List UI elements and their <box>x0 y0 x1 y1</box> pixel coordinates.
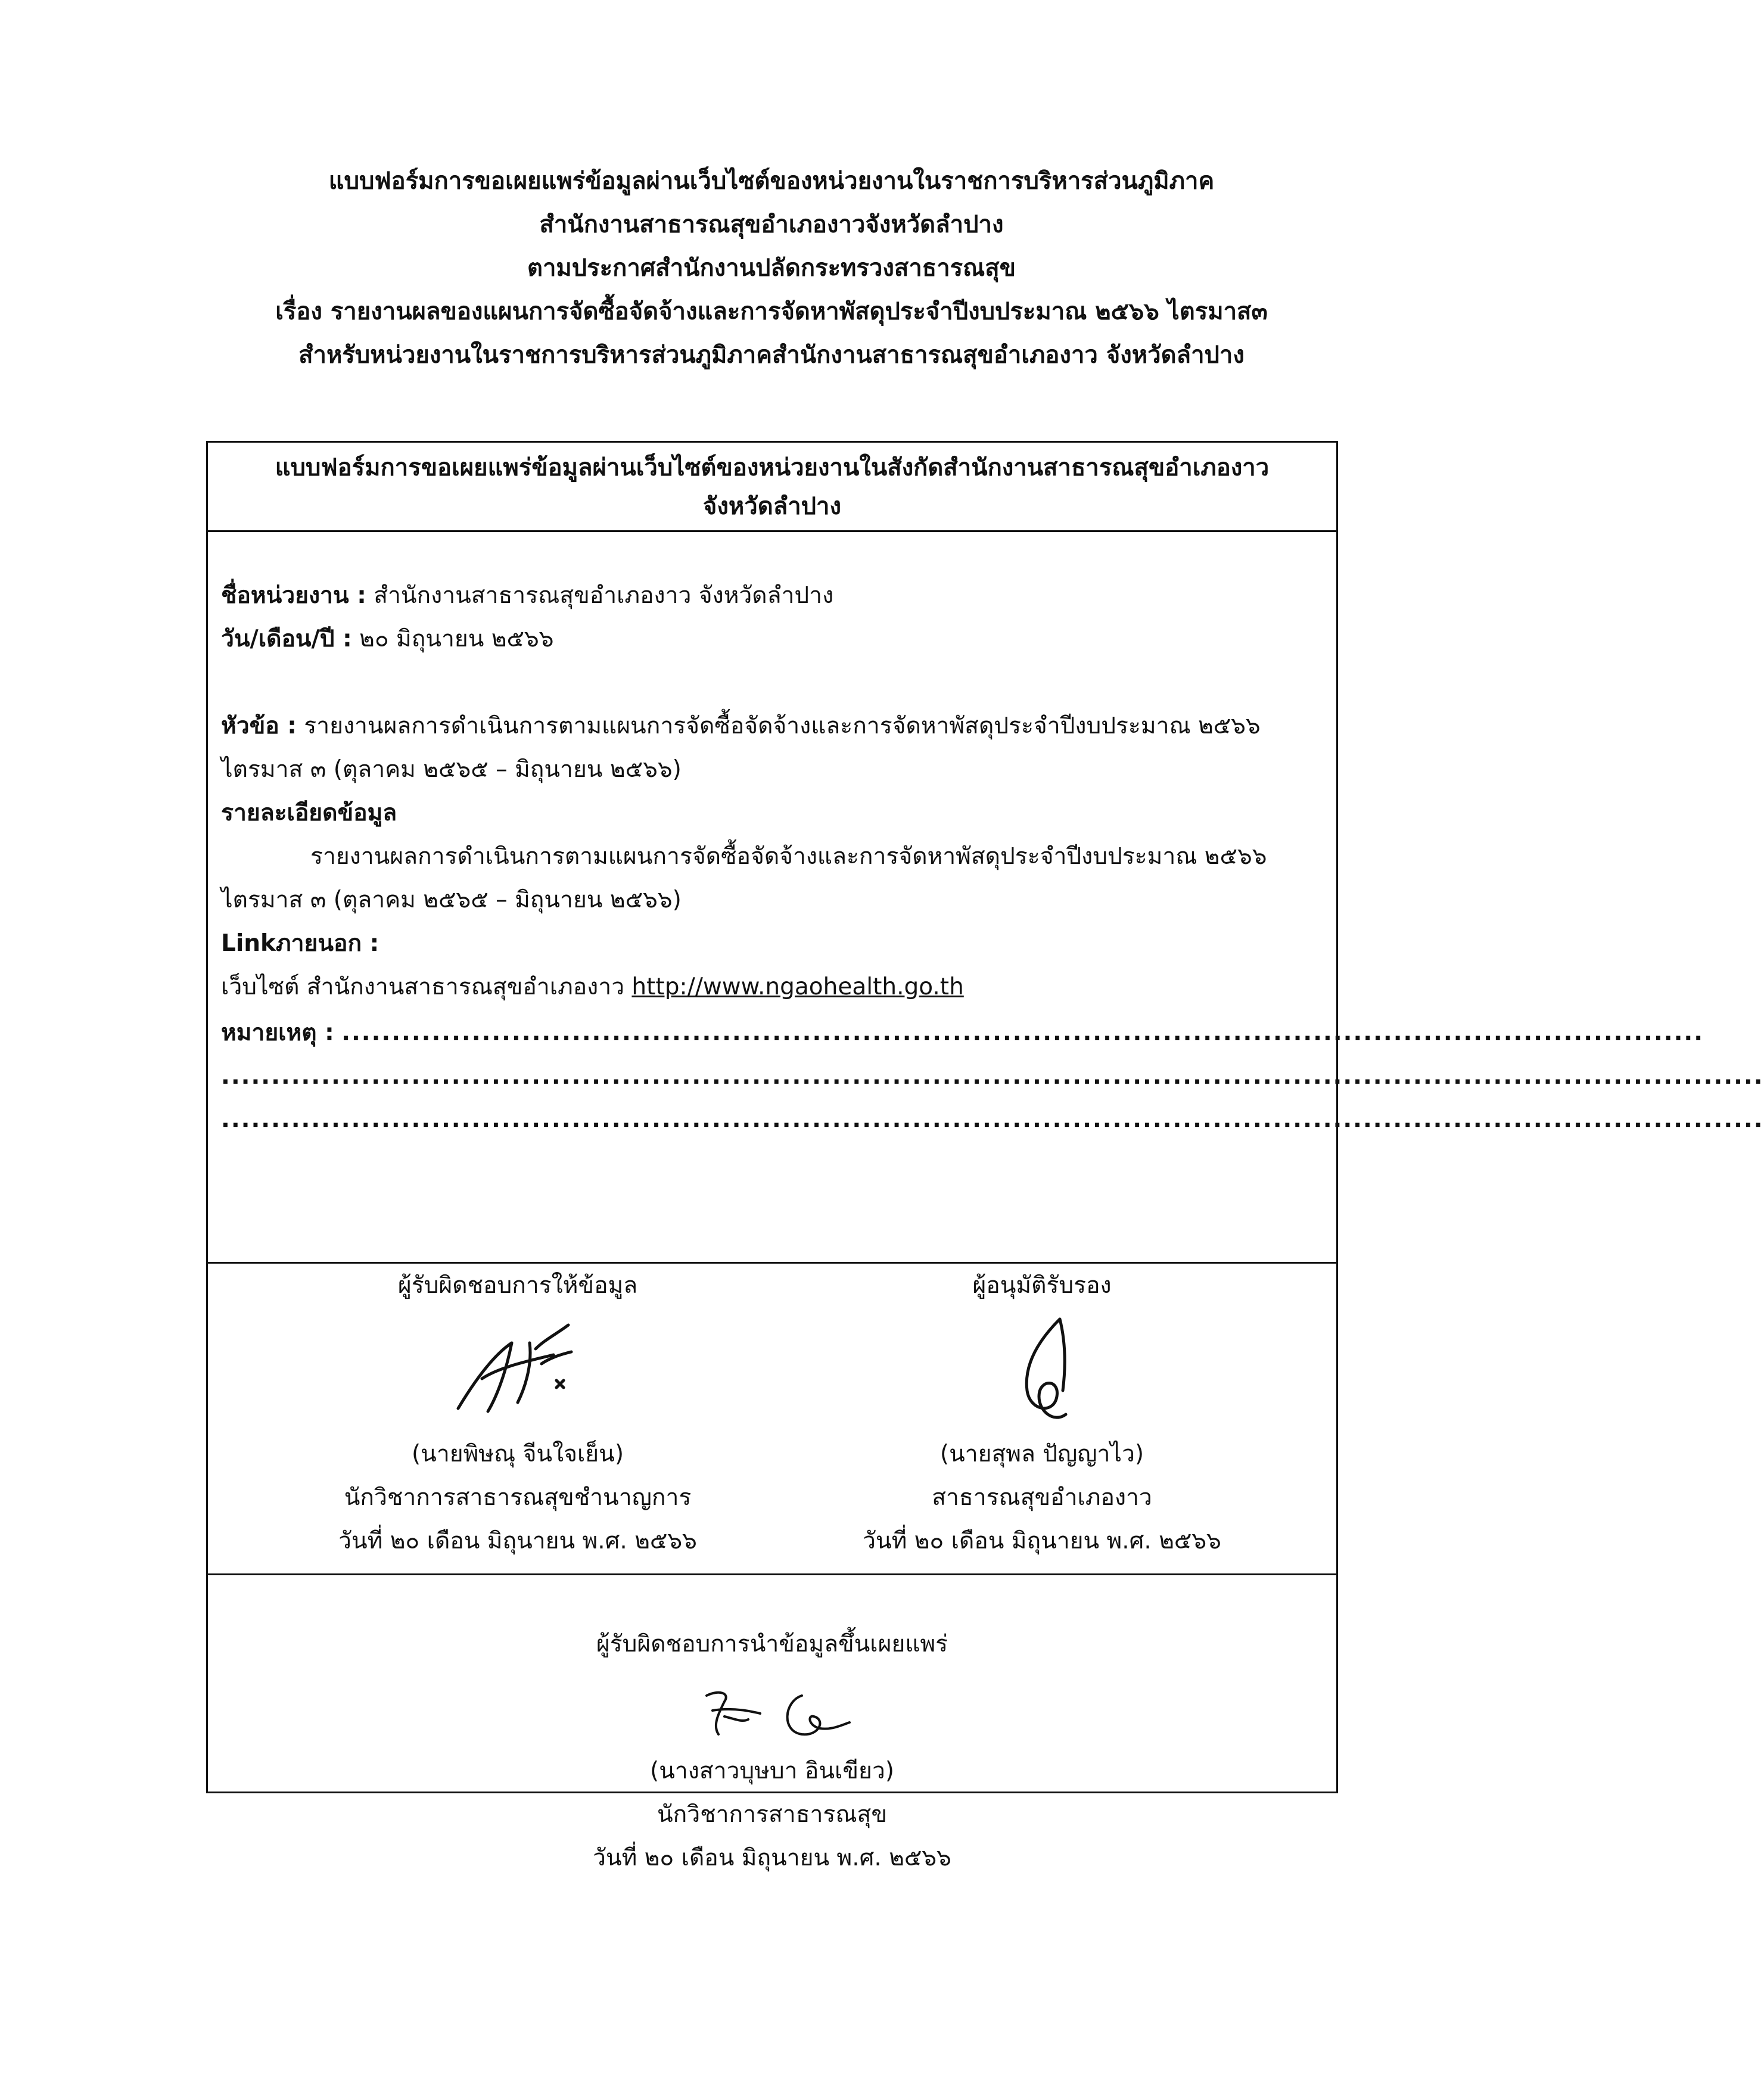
signature-block-publisher <box>208 1622 1336 1880</box>
remark-dots-3: .......................................................................................................................................................... <box>221 1106 1764 1133</box>
approver-date: วันที่ ๒๐ เดือน มิถุนายน พ.ศ. ๒๕๖๖ <box>863 1528 1221 1554</box>
remark-row <box>221 1011 1704 1055</box>
detail-line-1: รายงานผลการดำเนินการตามแผนการจัดซื้อจัดจ้างและการจัดหาพัสดุประจำปีงบประมาณ ๒๕๖๖ <box>310 843 1267 870</box>
remark-dots-2: .......................................................................................................................................................... <box>221 1063 1764 1090</box>
approver-position: สาธารณสุขอำเภองาว <box>932 1484 1152 1511</box>
form-body <box>208 532 1764 1871</box>
signature-block-provider <box>291 1264 744 1563</box>
provider-signature-icon <box>440 1307 595 1432</box>
section-divider <box>208 1573 1336 1575</box>
link-label: Linkภายนอก : <box>221 930 379 957</box>
header-line-4: เรื่อง รายงานผลของแผนการจัดซื้อจัดจ้างและการจัดหาพัสดุประจำปีงบประมาณ ๒๕๖๖ ไตรมาส๓ <box>275 298 1268 325</box>
form-title <box>208 443 1336 532</box>
form-fields <box>221 574 1764 1142</box>
approver-signature-icon <box>982 1307 1102 1432</box>
header-line-1: แบบฟอร์มการขอเผยแพร่ข้อมูลผ่านเว็บไซต์ของหน่วยงานในราชการบริหารส่วนภูมิภาค <box>328 167 1215 195</box>
publisher-position: นักวิชาการสาธารณสุข <box>657 1801 887 1828</box>
date-row <box>221 617 1323 661</box>
provider-date: วันที่ ๒๐ เดือน มิถุนายน พ.ศ. ๒๕๖๖ <box>338 1528 697 1554</box>
topic-value-line-1: รายงานผลการดำเนินการตามแผนการจัดซื้อจัดจ้างและการจัดหาพัสดุประจำปีงบประมาณ ๒๕๖๖ <box>296 713 1261 739</box>
website-link[interactable]: http://www.ngaohealth.go.th <box>631 974 964 1000</box>
detail-line-2: ไตรมาส ๓ (ตุลาคม ๒๕๖๕ – มิถุนายน ๒๕๖๖) <box>221 887 682 913</box>
website-row <box>221 965 1323 1009</box>
agency-row <box>221 574 1323 617</box>
date-value: ๒๐ มิถุนายน ๒๕๖๖ <box>351 626 554 652</box>
signature-block-approver <box>816 1264 1268 1563</box>
form-title-line-1: แบบฟอร์มการขอเผยแพร่ข้อมูลผ่านเว็บไซต์ของหน่วยงานในสังกัดสำนักงานสาธารณสุขอำเภองาว <box>275 454 1270 481</box>
remark-dots-1: ........................................................................................................................................ <box>341 1019 1704 1046</box>
form-title-line-2: จังหวัดลำปาง <box>702 493 842 520</box>
publisher-name: (นางสาวบุษบา อินเขียว) <box>650 1758 894 1784</box>
header-line-5: สำหรับหน่วยงานในราชการบริหารส่วนภูมิภาคสำนักงานสาธารณสุขอำเภองาว จังหวัดลำปาง <box>298 341 1245 369</box>
provider-role: ผู้รับผิดชอบการให้ข้อมูล <box>397 1272 638 1299</box>
approver-name: (นายสุพล ปัญญาไว) <box>939 1441 1144 1467</box>
publisher-role: ผู้รับผิดชอบการนำข้อมูลขึ้นเผยแพร่ <box>596 1631 948 1657</box>
publisher-signature-icon <box>683 1678 861 1749</box>
provider-position: นักวิชาการสาธารณสุขชำนาญการ <box>344 1484 692 1511</box>
topic-row <box>221 704 1323 748</box>
blank-line <box>221 661 1323 704</box>
topic-value-line-2: ไตรมาส ๓ (ตุลาคม ๒๕๖๕ – มิถุนายน ๒๕๖๖) <box>221 756 682 783</box>
agency-value: สำนักงานสาธารณสุขอำเภองาว จังหวัดลำปาง <box>366 582 834 609</box>
header-line-2: สำนักงานสาธารณสุขอำเภองาวจังหวัดลำปาง <box>539 211 1004 238</box>
topic-label: หัวข้อ : <box>221 713 297 739</box>
publisher-date: วันที่ ๒๐ เดือน มิถุนายน พ.ศ. ๒๕๖๖ <box>593 1845 951 1871</box>
header-line-3: ตามประกาศสำนักงานปลัดกระทรวงสาธารณสุข <box>527 254 1016 282</box>
approver-role: ผู้อนุมัติรับรอง <box>972 1272 1112 1299</box>
document-header <box>203 160 1340 377</box>
remark-label: หมายเหตุ : <box>221 1019 334 1046</box>
provider-name: (นายพิษณุ จีนใจเย็น) <box>411 1441 624 1467</box>
form-table <box>206 441 1764 1871</box>
date-label: วัน/เดือน/ปี : <box>221 626 352 652</box>
website-prefix: เว็บไซต์ สำนักงานสาธารณสุขอำเภองาว <box>221 974 632 1000</box>
agency-label: ชื่อหน่วยงาน : <box>221 582 366 609</box>
detail-label: รายละเอียดข้อมูล <box>221 800 397 826</box>
